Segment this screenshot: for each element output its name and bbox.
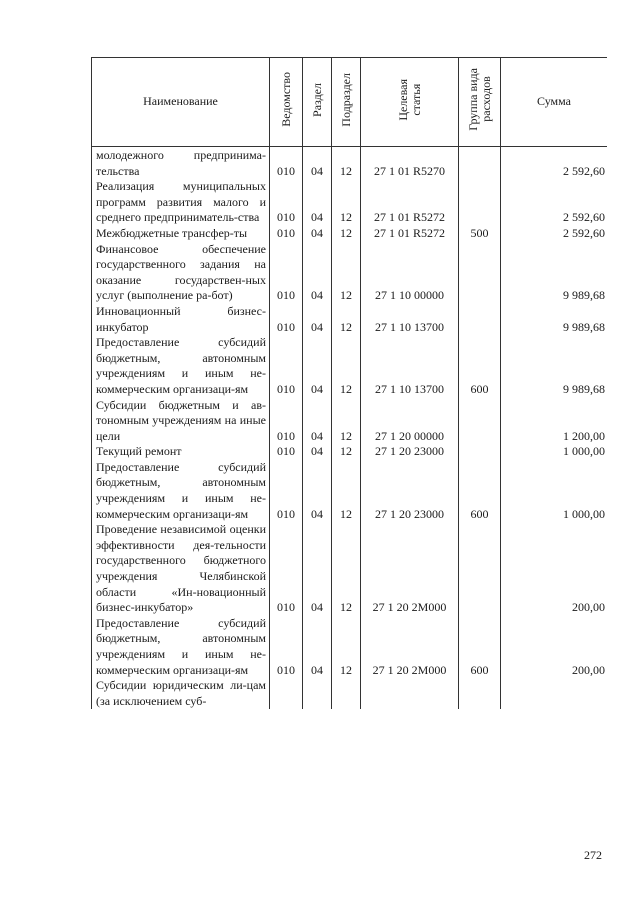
row-subsection: 12 xyxy=(332,304,361,335)
row-amount: 9 989,68 xyxy=(501,304,608,335)
row-department: 010 xyxy=(270,522,303,616)
header-section: Раздел xyxy=(303,58,332,147)
budget-table xyxy=(91,57,607,709)
row-subsection: 12 xyxy=(332,460,361,522)
header-department: Ведомство xyxy=(270,58,303,147)
header-expense-group: Группа вида расходов xyxy=(459,58,501,147)
table-row xyxy=(92,304,608,335)
row-department xyxy=(270,678,303,709)
row-subsection: 12 xyxy=(332,335,361,397)
row-name: Финансовое обеспечение государственного задания на оказание государствен-ных услуг (выполнение ра-бот) xyxy=(92,242,270,304)
row-subsection: 12 xyxy=(332,226,361,242)
table-row xyxy=(92,242,608,304)
row-target-article: 27 1 01 R5272 xyxy=(361,179,459,226)
row-section: 04 xyxy=(303,304,332,335)
row-expense-group xyxy=(459,522,501,616)
row-section: 04 xyxy=(303,522,332,616)
row-subsection: 12 xyxy=(332,398,361,445)
row-expense-group xyxy=(459,147,501,180)
row-amount: 9 989,68 xyxy=(501,335,608,397)
table-row xyxy=(92,522,608,616)
row-target-article: 27 1 20 2М000 xyxy=(361,616,459,678)
row-subsection xyxy=(332,678,361,709)
row-target-article: 27 1 20 2М000 xyxy=(361,522,459,616)
row-department: 010 xyxy=(270,179,303,226)
page-number: 272 xyxy=(584,848,602,862)
row-expense-group xyxy=(459,678,501,709)
row-department: 010 xyxy=(270,398,303,445)
row-amount: 2 592,60 xyxy=(501,226,608,242)
row-section: 04 xyxy=(303,616,332,678)
row-department: 010 xyxy=(270,616,303,678)
row-name: Субсидии бюджетным и ав-тономным учреждениям на иные цели xyxy=(92,398,270,445)
table-row xyxy=(92,616,608,678)
row-amount: 2 592,60 xyxy=(501,179,608,226)
table-row xyxy=(92,444,608,460)
row-amount: 1 000,00 xyxy=(501,460,608,522)
row-name: Субсидии юридическим ли-цам (за исключением суб- xyxy=(92,678,270,709)
row-department: 010 xyxy=(270,226,303,242)
row-name: Реализация муниципальных программ развития малого и среднего предприниматель-ства xyxy=(92,179,270,226)
row-section: 04 xyxy=(303,444,332,460)
row-name: Предоставление субсидий бюджетным, автономным учреждениям и иным не-коммерческим организаци-ям xyxy=(92,460,270,522)
header-name: Наименование xyxy=(92,58,270,147)
row-amount: 200,00 xyxy=(501,616,608,678)
row-name: молодежного предпринима-тельства xyxy=(92,147,270,180)
row-subsection: 12 xyxy=(332,242,361,304)
row-expense-group: 600 xyxy=(459,616,501,678)
row-subsection: 12 xyxy=(332,522,361,616)
row-target-article: 27 1 20 23000 xyxy=(361,444,459,460)
table-row xyxy=(92,335,608,397)
row-target-article: 27 1 10 13700 xyxy=(361,304,459,335)
row-expense-group xyxy=(459,242,501,304)
row-section: 04 xyxy=(303,335,332,397)
table-row xyxy=(92,678,608,709)
row-section: 04 xyxy=(303,179,332,226)
row-target-article: 27 1 20 00000 xyxy=(361,398,459,445)
row-name: Текущий ремонт xyxy=(92,444,270,460)
row-department: 010 xyxy=(270,304,303,335)
header-subsection: Подраздел xyxy=(332,58,361,147)
row-section: 04 xyxy=(303,460,332,522)
row-amount: 1 000,00 xyxy=(501,444,608,460)
row-subsection: 12 xyxy=(332,147,361,180)
table-row xyxy=(92,147,608,180)
row-name: Предоставление субсидий бюджетным, автономным учреждениям и иным не-коммерческим организаци-ям xyxy=(92,335,270,397)
header-amount: Сумма xyxy=(501,58,608,147)
row-section: 04 xyxy=(303,242,332,304)
row-target-article: 27 1 10 00000 xyxy=(361,242,459,304)
row-expense-group: 600 xyxy=(459,460,501,522)
row-section: 04 xyxy=(303,147,332,180)
row-department: 010 xyxy=(270,242,303,304)
row-target-article xyxy=(361,678,459,709)
row-name: Предоставление субсидий бюджетным, автономным учреждениям и иным не-коммерческим организаци-ям xyxy=(92,616,270,678)
row-section: 04 xyxy=(303,226,332,242)
row-amount: 9 989,68 xyxy=(501,242,608,304)
row-department: 010 xyxy=(270,335,303,397)
table-row xyxy=(92,179,608,226)
row-department: 010 xyxy=(270,460,303,522)
table-row xyxy=(92,460,608,522)
row-expense-group xyxy=(459,304,501,335)
row-section xyxy=(303,678,332,709)
row-department: 010 xyxy=(270,147,303,180)
row-subsection: 12 xyxy=(332,616,361,678)
row-amount: 2 592,60 xyxy=(501,147,608,180)
row-section: 04 xyxy=(303,398,332,445)
row-target-article: 27 1 01 R5270 xyxy=(361,147,459,180)
row-amount: 200,00 xyxy=(501,522,608,616)
row-expense-group xyxy=(459,444,501,460)
table-header-row xyxy=(92,58,608,147)
row-expense-group xyxy=(459,398,501,445)
document-page xyxy=(91,57,607,847)
row-name: Проведение независимой оценки эффективности дея-тельности государственного бюджетного учреждения Челябинской области «Ин-новационный бизнес-инкубатор» xyxy=(92,522,270,616)
row-amount: 1 200,00 xyxy=(501,398,608,445)
row-name: Инновационный бизнес-инкубатор xyxy=(92,304,270,335)
row-target-article: 27 1 01 R5272 xyxy=(361,226,459,242)
row-expense-group xyxy=(459,179,501,226)
row-expense-group: 600 xyxy=(459,335,501,397)
row-target-article: 27 1 20 23000 xyxy=(361,460,459,522)
row-name: Межбюджетные трансфер-ты xyxy=(92,226,270,242)
header-target-article: Целевая статья xyxy=(361,58,459,147)
row-department: 010 xyxy=(270,444,303,460)
row-target-article: 27 1 10 13700 xyxy=(361,335,459,397)
row-amount xyxy=(501,678,608,709)
table-row xyxy=(92,398,608,445)
table-row xyxy=(92,226,608,242)
row-expense-group: 500 xyxy=(459,226,501,242)
row-subsection: 12 xyxy=(332,444,361,460)
row-subsection: 12 xyxy=(332,179,361,226)
